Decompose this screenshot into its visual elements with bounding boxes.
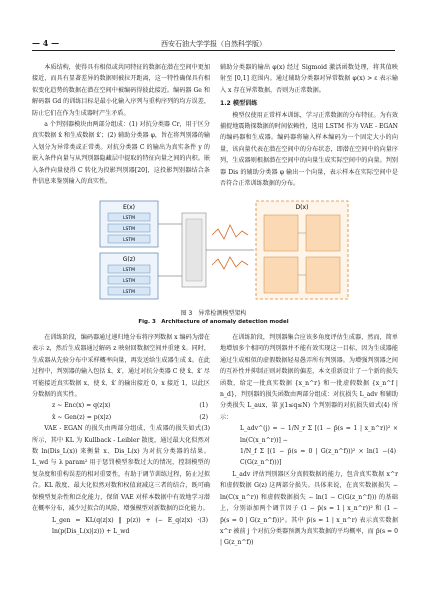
right-column-bottom — [220, 332, 398, 549]
latent-vector — [186, 219, 202, 281]
equation-body: 1/N_f Σ [(1 − p̄(s = 0 | G(z_n^f)))² × ln(1 − C(G(z_n^f)))] — [240, 448, 388, 467]
signal-waveform — [212, 257, 248, 269]
equation — [32, 400, 210, 411]
figure-caption-cn: 图 3 异常检测模型架构 — [180, 310, 247, 317]
discriminator-unit — [306, 257, 340, 293]
paragraph: L_adv 评估判别器区分真假数据的能力，包含真实数据 x^r 和虚假数据 G(z) 这两部分损失。具体来说，在真实数据损失 − ln(C(x_n^r)) 和虚假数据损失 − ln(1 − C(G(z_n^f))) 的基础上，分别添加两个调节因子 (1 − p̄(s = 1 | x_n^r))² 和 (1 − p̄(s = 0 | G(z_n^f)))²。其中 p̄(s = 1 | x_n^r) 表示真实数据 x^r 被前 j 个对抗分类器预测为真实数据的平均概率，而 p̄(s = 0 | G(z_n^f)) — [220, 470, 398, 547]
left-column-top — [32, 62, 210, 187]
signal-waveform — [212, 225, 248, 239]
lstm-cell-label: LSTM — [123, 227, 135, 232]
equation — [220, 423, 398, 446]
discriminator-unit — [264, 257, 298, 293]
figure-caption-en: Fig. 3 Architecture of anomaly detection model — [138, 319, 289, 325]
journal-title: 西安石油大学学报（自然科学版） — [161, 40, 266, 48]
generator-label: G(z) — [122, 256, 136, 263]
page-number: — 4 — — [32, 38, 60, 48]
equation-body: L_gen = KL(q(z|x) ‖ p(z)) + (− E_q(z|x) · ln(p(Dis_L(x)|z))) + L_wd — [52, 516, 200, 535]
lstm-cell-label: LSTM — [123, 268, 135, 273]
lstm-cell-label: LSTM — [123, 238, 135, 243]
section-heading: 1.2 模型训练 — [220, 100, 258, 108]
discriminator-unit — [264, 215, 298, 251]
running-header — [32, 38, 395, 52]
equation-body: x̂ ~ Gen(z) = p(x|z) — [52, 413, 112, 421]
lstm-cell-label: LSTM — [123, 290, 135, 295]
paragraph: a 个判别器模块由两部分组成：(1) 对抗分类器 Cr，用于区分真实数据 x̂ 和生成数据 x̂′；(2) 辅助分类器 φ，旨在将判别器的输入划分为异常类或正常类。对抗分类器 C 的输出为真实条件 y 的嵌入条件向量与从判别器隐藏层中提取的特征向量之间的内积。嵌入条件向量使得 C 转化为投影判别器[20]，这投影判别器结合条件信息来鉴别输入的真实性。 — [32, 121, 210, 186]
header-rule — [32, 50, 395, 51]
equation-number: (4) — [387, 448, 396, 456]
paragraph: 本质结构，使得具有相似或共同特征的数据在潜在空间中更加接近，而具有显著差异的数据则被拉开距离，这一特性确保具有相似变化趋势的数据在潜在空间中被编码得彼此接近。编码器 Ge 和解码器 Gd 的训练目标是最小化输入序列与重构序列的均方误差，防止它们在作为生成器时产生矛盾。 — [32, 64, 210, 117]
equation-number: (2) — [199, 413, 208, 421]
lstm-cell-label: LSTM — [123, 279, 135, 284]
equation — [32, 515, 210, 538]
discriminator-label: D(x) — [295, 204, 309, 211]
equation-number: (1) — [199, 402, 208, 410]
equation-number: (3) — [199, 516, 208, 524]
discriminator-unit — [306, 215, 340, 251]
paragraph: VAE - EGAN 的损失由两部分组成，生成器的损失如式(3) 所示，其中 KL 为 Kullback - Leibler 散度，通过最大化似然对数 ln(Dis_L(x)) 来衡量 x、Dis_L(x) 为对抗分类器的结果。L_wd 与 λ param² 用于惩罚模型参数过大的情况，控制模型的复杂度和重构误差的相对重要性，有助于调节训练过程，防止过拟合。KL 散度、最大化似然对数和权值衰减这三者的结合，既可确保模型复杂性和泛化能力，保留 VAE 对样本数据中有效地学习潜在概率分布，减少过拟合的风险，增强模型对新数据的泛化能力。 — [32, 425, 210, 513]
equation-body: L_adv^(j) = − 1/N_r Σ [(1 − p̄(s = 1 | x_n^r))² × ln(C(x_n^r))] − — [240, 425, 398, 444]
equation — [220, 446, 398, 469]
right-column-top — [220, 62, 398, 189]
left-column-bottom — [32, 332, 210, 537]
equation — [32, 412, 210, 423]
paragraph: 在训练阶段，编码器通过递归地分布将序列数据 x 编码为潜在表示 z，然后生成器通过解码 z 映射回数据空间并重建 x̂。同时，生成器从先验分布中采样概率向量，再发送给生成器生成 x̂。在此过程中，判别器的输入包括 x̂、x̂′，通过对抗分类器 C 使 x̂、x̂′ 尽可能接近真实数据 x，使 x̂、x̂′ 的输出接近 0，x 接近 1，以此区分数据的真实性。 — [32, 334, 210, 399]
paragraph: 辅助分类器的输出 φ(x) 经过 Sigmoid 激活函数处理，将其值映射至 [0,1] 范围内。通过辅助分类器对异常数据 φ(x) > ε 表示输入 x 存在异常数据，否则为正常数据。 — [220, 64, 398, 94]
paragraph: 模型仅使用正常样本训练，学习正常数据的分布特征。为有效捕捉地震勘探数据的时间依赖性，选用 LSTM 作为 VAE - EGAN 的编码器和生成器。编码器将输入样本编码为一个固定大小的向量，该向量代表在潜在空间中的分布状态，即潜在空间中的向量序列，生成器则根据潜在空间中的向量生成实际空间中的向量。判别器 Dis 的辅助分类器 φ 输出一个向量，表示样本在实际空间中是否符合正常训练数据的分布。 — [220, 111, 398, 188]
architecture-figure — [96, 195, 352, 305]
lstm-cell-label: LSTM — [123, 216, 135, 221]
encoder-label: E(x) — [122, 204, 136, 211]
paragraph: 在训练阶段，判别器集合应该多角度评估生成器，然而，简单地增加多个相同的判别器并不能有效实现这一目标，因为生成器能通过生成相似的虚假数据轻易愚弄所有判别器。为增强判别器之间的互补性并抑制正则对数据的偏差，本文重新设计了一个新的损失函数，给定一批真实数据 {x_n^r} 和一批虚假数据 {x_n^f | n_d}，判别器的损失函数由两部分组成：对抗损失 L_adv 和辅助分类损失 L_aux，第 j(1≤q≤N) 个判别器的对抗损失如式(4) 所示： — [220, 334, 398, 421]
equation-body: z ~ Enc(x) = q(z|x) — [52, 402, 111, 410]
